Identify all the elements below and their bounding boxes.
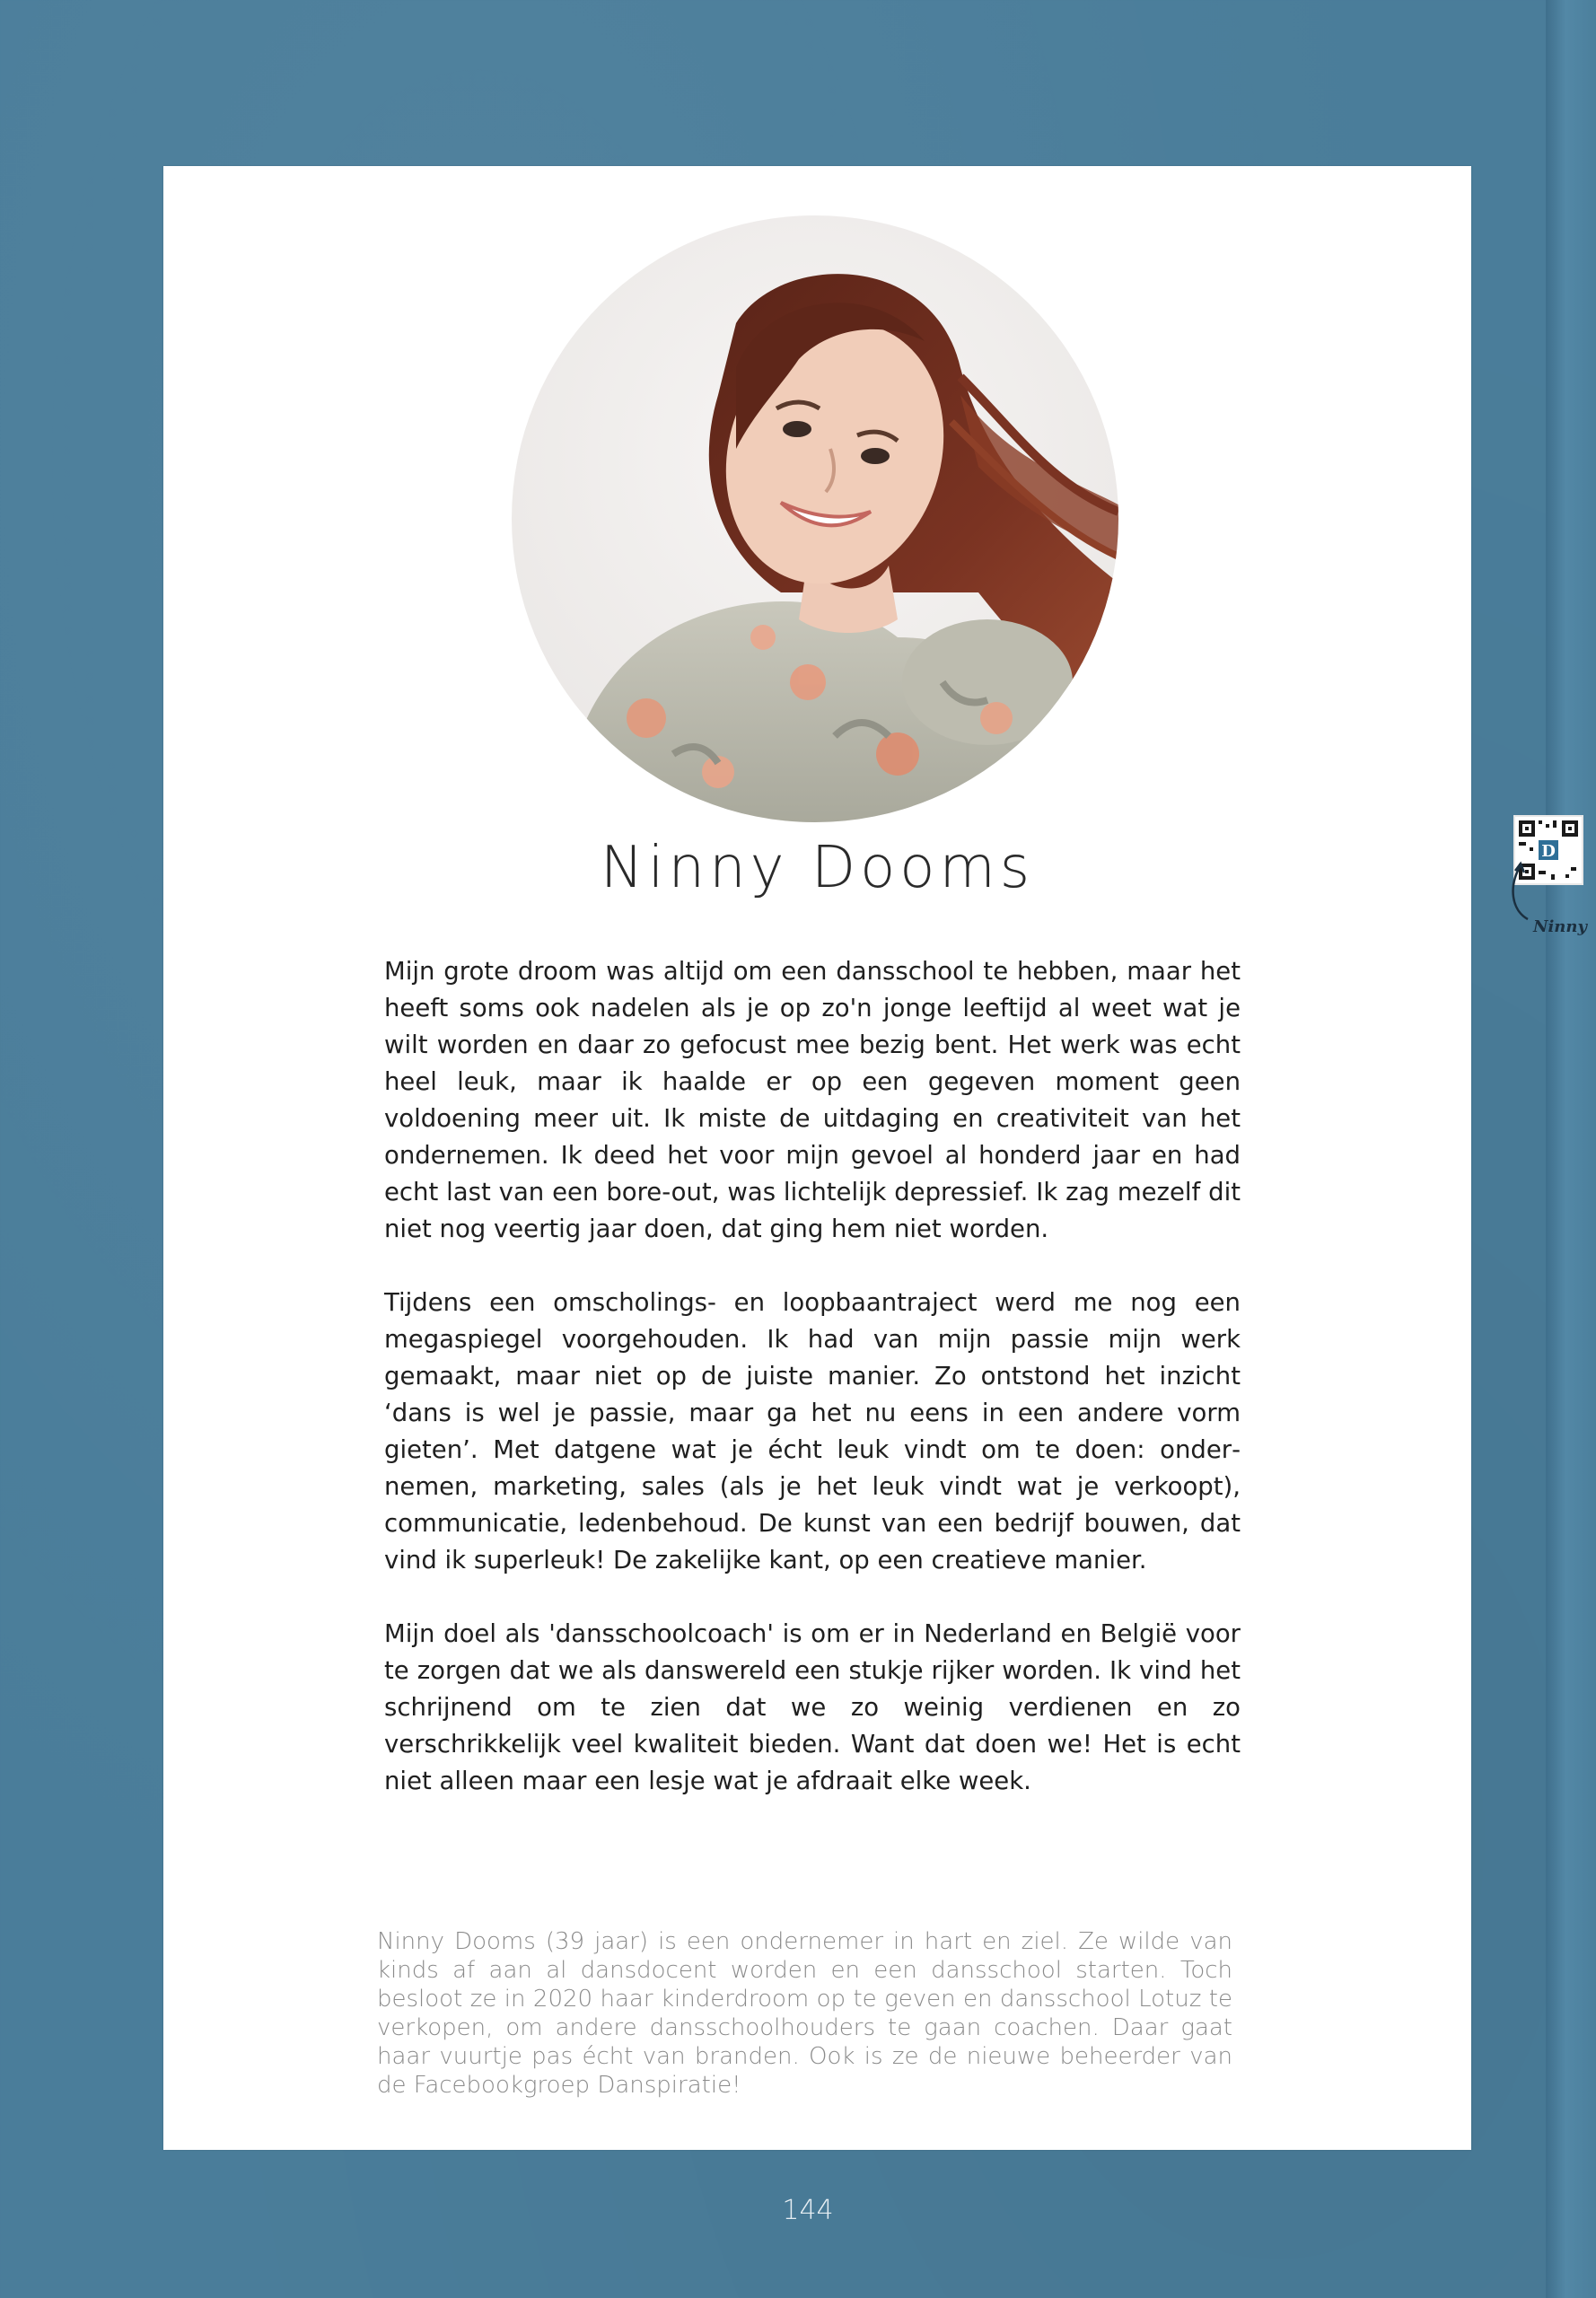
qr-caption: Ninny: [1533, 917, 1587, 936]
book-page-edge: [1546, 0, 1596, 2298]
portrait-photo: [512, 215, 1118, 822]
article-paragraph: Tijdens een omscholings- en loopbaantraject werd me nog een megaspiegel voorgehouden. Ik had van mijn passie mijn werk gemaakt, maar niet op de juiste manier. Zo ontstond het inzicht ‘dans is wel je passie, maar ga het nu eens in een andere vorm gieten’. Met datgene wat je écht leuk vindt om te doen: ondernemen, marketing, sales (als je het leuk vindt wat je verkoopt), communicatie, ledenbehoud. De kunst van een bedrijf bouwen, dat vind ik superleuk! De zakelijke kant, op een creatieve manier.: [384, 1288, 1241, 1574]
person-name-heading: Ninny Dooms: [600, 835, 1035, 901]
page-number: 144: [782, 2195, 834, 2226]
article-paragraph: Mijn doel als 'dansschoolcoach' is om er in Nederland en België voor te zorgen dat we als danswereld een stukje rijker worden. Ik vind het schrijnend om te zien dat we zo weinig verdienen en zo verschrikkelijk veel kwaliteit bieden. Want dat doen we! Het is echt niet alleen maar een lesje wat je afdraait elke week.: [384, 1619, 1241, 1795]
curved-arrow-icon: [1506, 860, 1533, 923]
article-paragraph: Mijn grote droom was altijd om een dansschool te hebben, maar het heeft soms ook nadelen als je op zo'n jonge leeftijd al weet wat je wilt worden en daar zo gefocust mee bezig bent. Het werk was echt heel leuk, maar ik haalde er op een gegeven moment geen voldoening meer uit. Ik miste de uitdaging en creativiteit van het ondernemen. Ik deed het voor mijn gevoel al honderd jaar en had echt last van een bore-out, was lichtelijk depressief. Ik zag mezelf dit niet nog veertig jaar doen, dat ging hem niet worden.: [384, 957, 1241, 1243]
author-bio: Ninny Dooms (39 jaar) is een ondernemer in hart en ziel. Ze wilde van kinds af aan al dansdocent worden en een dansschool starten. Toch besloot ze in 2020 haar kinderdroom op te geven en dansschool Lotuz te verkopen, om andere dansschoolhouders te gaan coachen. Daar gaat haar vuurtje pas écht van branden. Ook is ze de nieuwe beheerder van de Facebookgroep Danspiratie!: [377, 1928, 1232, 2099]
svg-text:D: D: [1541, 842, 1556, 861]
article-body: [384, 953, 1241, 1837]
qr-code-tab[interactable]: [1506, 815, 1596, 959]
